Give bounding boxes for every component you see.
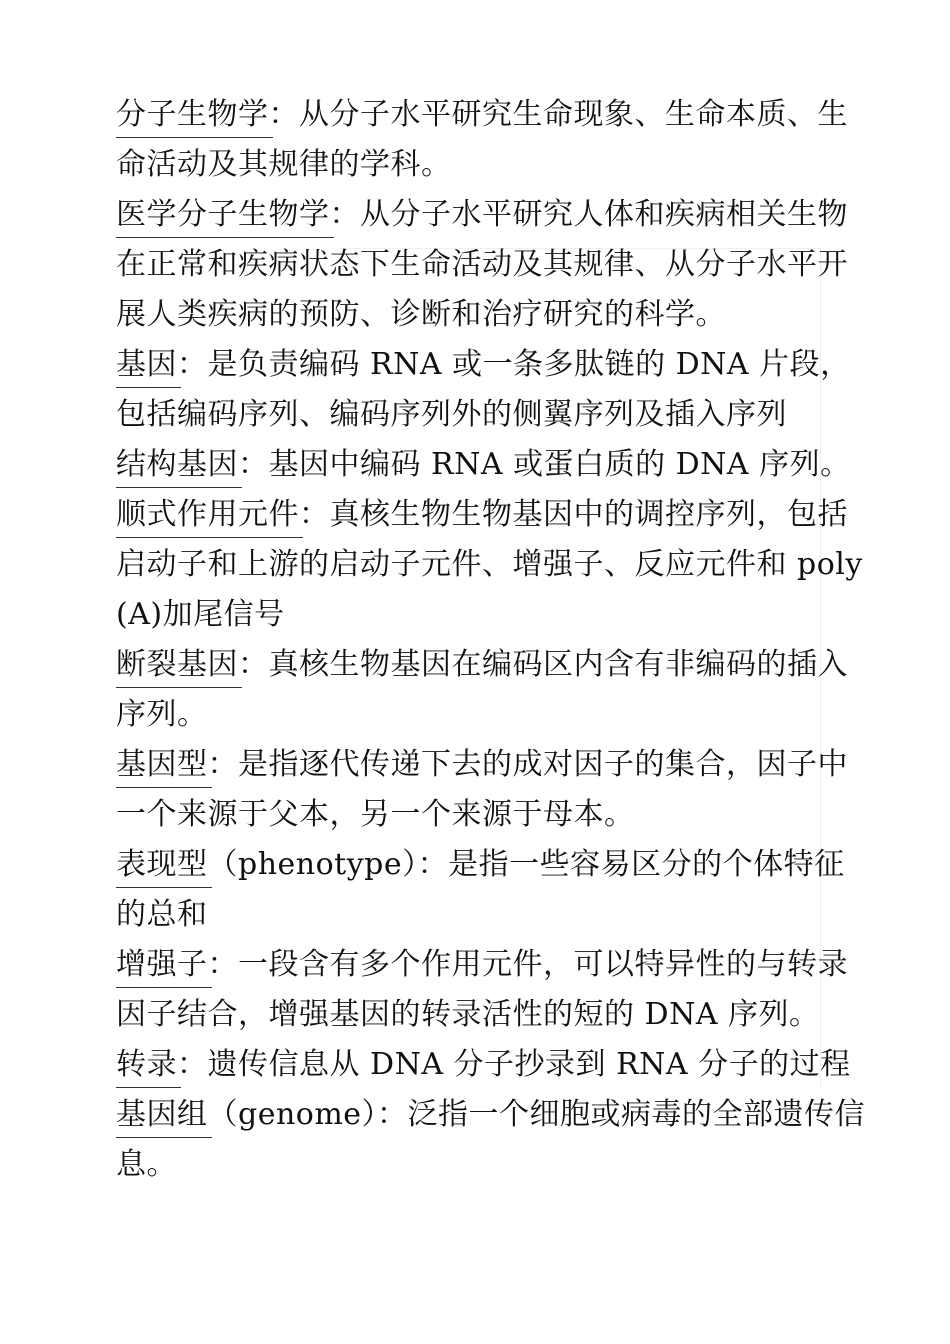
definition-text: ：是指逐代传递下去的成对因子的集合，因子中一个来源于父本，另一个来源于母本。 bbox=[116, 747, 848, 832]
definition-entry bbox=[116, 490, 866, 640]
definition-term: 结构基因 bbox=[116, 447, 238, 482]
definition-entry bbox=[116, 1040, 866, 1090]
definition-entry bbox=[116, 190, 866, 340]
definition-entry bbox=[116, 640, 866, 740]
definition-text: ：真核生物生物基因中的调控序列，包括启动子和上游的启动子元件、增强子、反应元件和 poly(A)加尾信号 bbox=[116, 497, 863, 632]
definition-term: 基因型 bbox=[116, 747, 208, 782]
document-page bbox=[116, 90, 866, 1190]
definition-text: ：一段含有多个作用元件，可以特异性的与转录因子结合，增强基因的转录活性的短的 DNA 序列。 bbox=[116, 947, 848, 1032]
definition-entry bbox=[116, 90, 866, 190]
definition-term: 医学分子生物学 bbox=[116, 197, 330, 232]
definition-entry bbox=[116, 440, 866, 490]
definition-text: ：从分子水平研究生命现象、生命本质、生命活动及其规律的学科。 bbox=[116, 97, 848, 182]
definition-entry bbox=[116, 940, 866, 1040]
definition-term: 基因组 bbox=[116, 1097, 208, 1132]
definition-text: ：真核生物基因在编码区内含有非编码的插入序列。 bbox=[116, 647, 848, 732]
definition-entry bbox=[116, 840, 866, 940]
definition-text: （genome）：泛指一个细胞或病毒的全部遗传信息。 bbox=[116, 1097, 866, 1182]
definition-text: ：遗传信息从 DNA 分子抄录到 RNA 分子的过程 bbox=[177, 1047, 851, 1082]
definition-term: 表现型 bbox=[116, 847, 208, 882]
definition-entry bbox=[116, 740, 866, 840]
definition-text: ：从分子水平研究人体和疾病相关生物在正常和疾病状态下生命活动及其规律、从分子水平开展人类疾病的预防、诊断和治疗研究的科学。 bbox=[116, 197, 848, 332]
definition-term: 断裂基因 bbox=[116, 647, 238, 682]
definition-term: 分子生物学 bbox=[116, 97, 269, 132]
definition-term: 转录 bbox=[116, 1047, 177, 1082]
definition-text: ：是负责编码 RNA 或一条多肽链的 DNA 片段，包括编码序列、编码序列外的侧翼序列及插入序列 bbox=[116, 347, 851, 432]
definition-term: 顺式作用元件 bbox=[116, 497, 299, 532]
definition-text: ：基因中编码 RNA 或蛋白质的 DNA 序列。 bbox=[238, 447, 851, 482]
definition-term: 基因 bbox=[116, 347, 177, 382]
definition-entry bbox=[116, 1090, 866, 1190]
definition-text: （phenotype）：是指一些容易区分的个体特征的总和 bbox=[116, 847, 845, 932]
definition-term: 增强子 bbox=[116, 947, 208, 982]
definition-entry bbox=[116, 340, 866, 440]
